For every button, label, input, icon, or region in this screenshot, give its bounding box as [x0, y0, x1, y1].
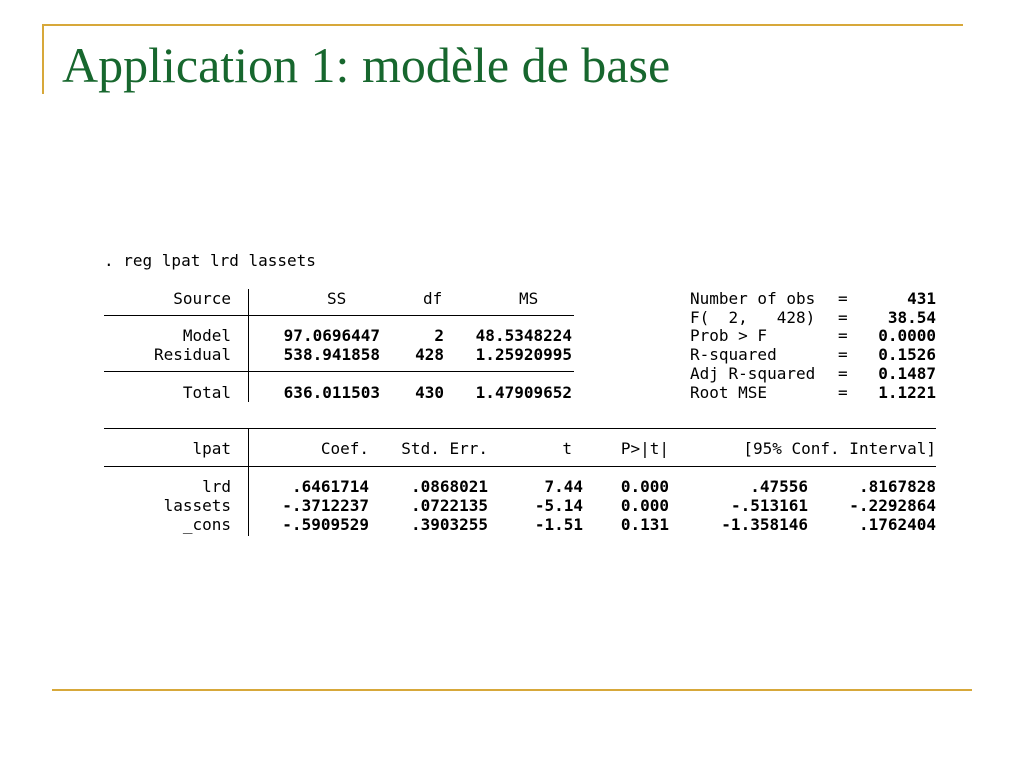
stat-value: 0.1487 — [878, 364, 936, 383]
stat-label: R-squared — [690, 345, 777, 364]
anova-rule-1 — [104, 315, 574, 316]
stat-label: Number of obs — [690, 289, 816, 308]
anova-row-ms: 1.25920995 — [475, 345, 572, 364]
coef-row-ci-low: .47556 — [750, 477, 808, 496]
coef-header-t: t — [562, 439, 572, 458]
coef-row-se: .0722135 — [410, 496, 488, 515]
coef-row-p: 0.000 — [620, 496, 669, 515]
coef-header-ci: [95% Conf. Interval] — [743, 439, 936, 458]
coef-row-coef: -.3712237 — [282, 496, 369, 515]
stat-eq: = — [838, 364, 848, 383]
coef-row-se: .3903255 — [410, 515, 488, 534]
coef-row-t: -5.14 — [534, 496, 583, 515]
anova-rule-2 — [104, 371, 574, 372]
anova-row-df: 2 — [434, 326, 444, 345]
coef-row-ci-high: -.2292864 — [849, 496, 936, 515]
stat-eq: = — [838, 345, 848, 364]
coef-row-ci-low: -.513161 — [730, 496, 808, 515]
coef-row-t: -1.51 — [534, 515, 583, 534]
coef-header-p: P>|t| — [620, 439, 669, 458]
stat-label: F( 2, 428) — [690, 308, 816, 327]
coef-row-p: 0.000 — [620, 477, 669, 496]
stat-eq: = — [838, 308, 848, 327]
anova-header-ms: MS — [519, 289, 539, 308]
coef-rule-top — [104, 428, 936, 429]
stat-label: Adj R-squared — [690, 364, 816, 383]
anova-header-ss: SS — [327, 289, 347, 308]
coef-row-ci-high: .1762404 — [858, 515, 936, 534]
slide-title: Application 1: modèle de base — [62, 37, 671, 93]
coef-row-t: 7.44 — [544, 477, 583, 496]
anova-total-ss: 636.011503 — [283, 383, 380, 402]
anova-header-source: Source — [173, 289, 231, 308]
stat-value: 0.0000 — [878, 326, 936, 345]
stat-value: 38.54 — [887, 308, 936, 327]
coef-row-coef: .6461714 — [291, 477, 369, 496]
coef-row-var: _cons — [182, 515, 231, 534]
coef-row-var: lassets — [163, 496, 231, 515]
coef-row-se: .0868021 — [410, 477, 488, 496]
anova-total-ms: 1.47909652 — [475, 383, 572, 402]
coef-row-ci-high: .8167828 — [858, 477, 936, 496]
anova-row-ms: 48.5348224 — [475, 326, 572, 345]
stat-eq: = — [838, 383, 848, 402]
coef-header-depvar: lpat — [192, 439, 231, 458]
stat-eq: = — [838, 289, 848, 308]
anova-total-label: Total — [182, 383, 231, 402]
anova-divider — [248, 289, 249, 402]
stat-eq: = — [838, 326, 848, 345]
anova-row-label: Residual — [153, 345, 231, 364]
coef-row-ci-low: -1.358146 — [721, 515, 808, 534]
coef-header-se: Std. Err. — [401, 439, 488, 458]
stat-label: Root MSE — [690, 383, 768, 402]
anova-row-label: Model — [182, 326, 231, 345]
anova-row-ss: 538.941858 — [283, 345, 380, 364]
coef-header-coef: Coef. — [320, 439, 369, 458]
stat-value: 1.1221 — [878, 383, 936, 402]
command-line: . reg lpat lrd lassets — [104, 251, 316, 270]
coef-rule-mid — [104, 466, 936, 467]
stat-value: 431 — [907, 289, 936, 308]
anova-header-df: df — [423, 289, 443, 308]
anova-row-df: 428 — [415, 345, 444, 364]
coef-divider — [248, 428, 249, 536]
stat-label: Prob > F — [690, 326, 768, 345]
coef-row-var: lrd — [202, 477, 231, 496]
anova-total-df: 430 — [415, 383, 444, 402]
coef-row-p: 0.131 — [620, 515, 669, 534]
coef-row-coef: -.5909529 — [282, 515, 369, 534]
stat-value: 0.1526 — [878, 345, 936, 364]
anova-row-ss: 97.0696447 — [283, 326, 380, 345]
